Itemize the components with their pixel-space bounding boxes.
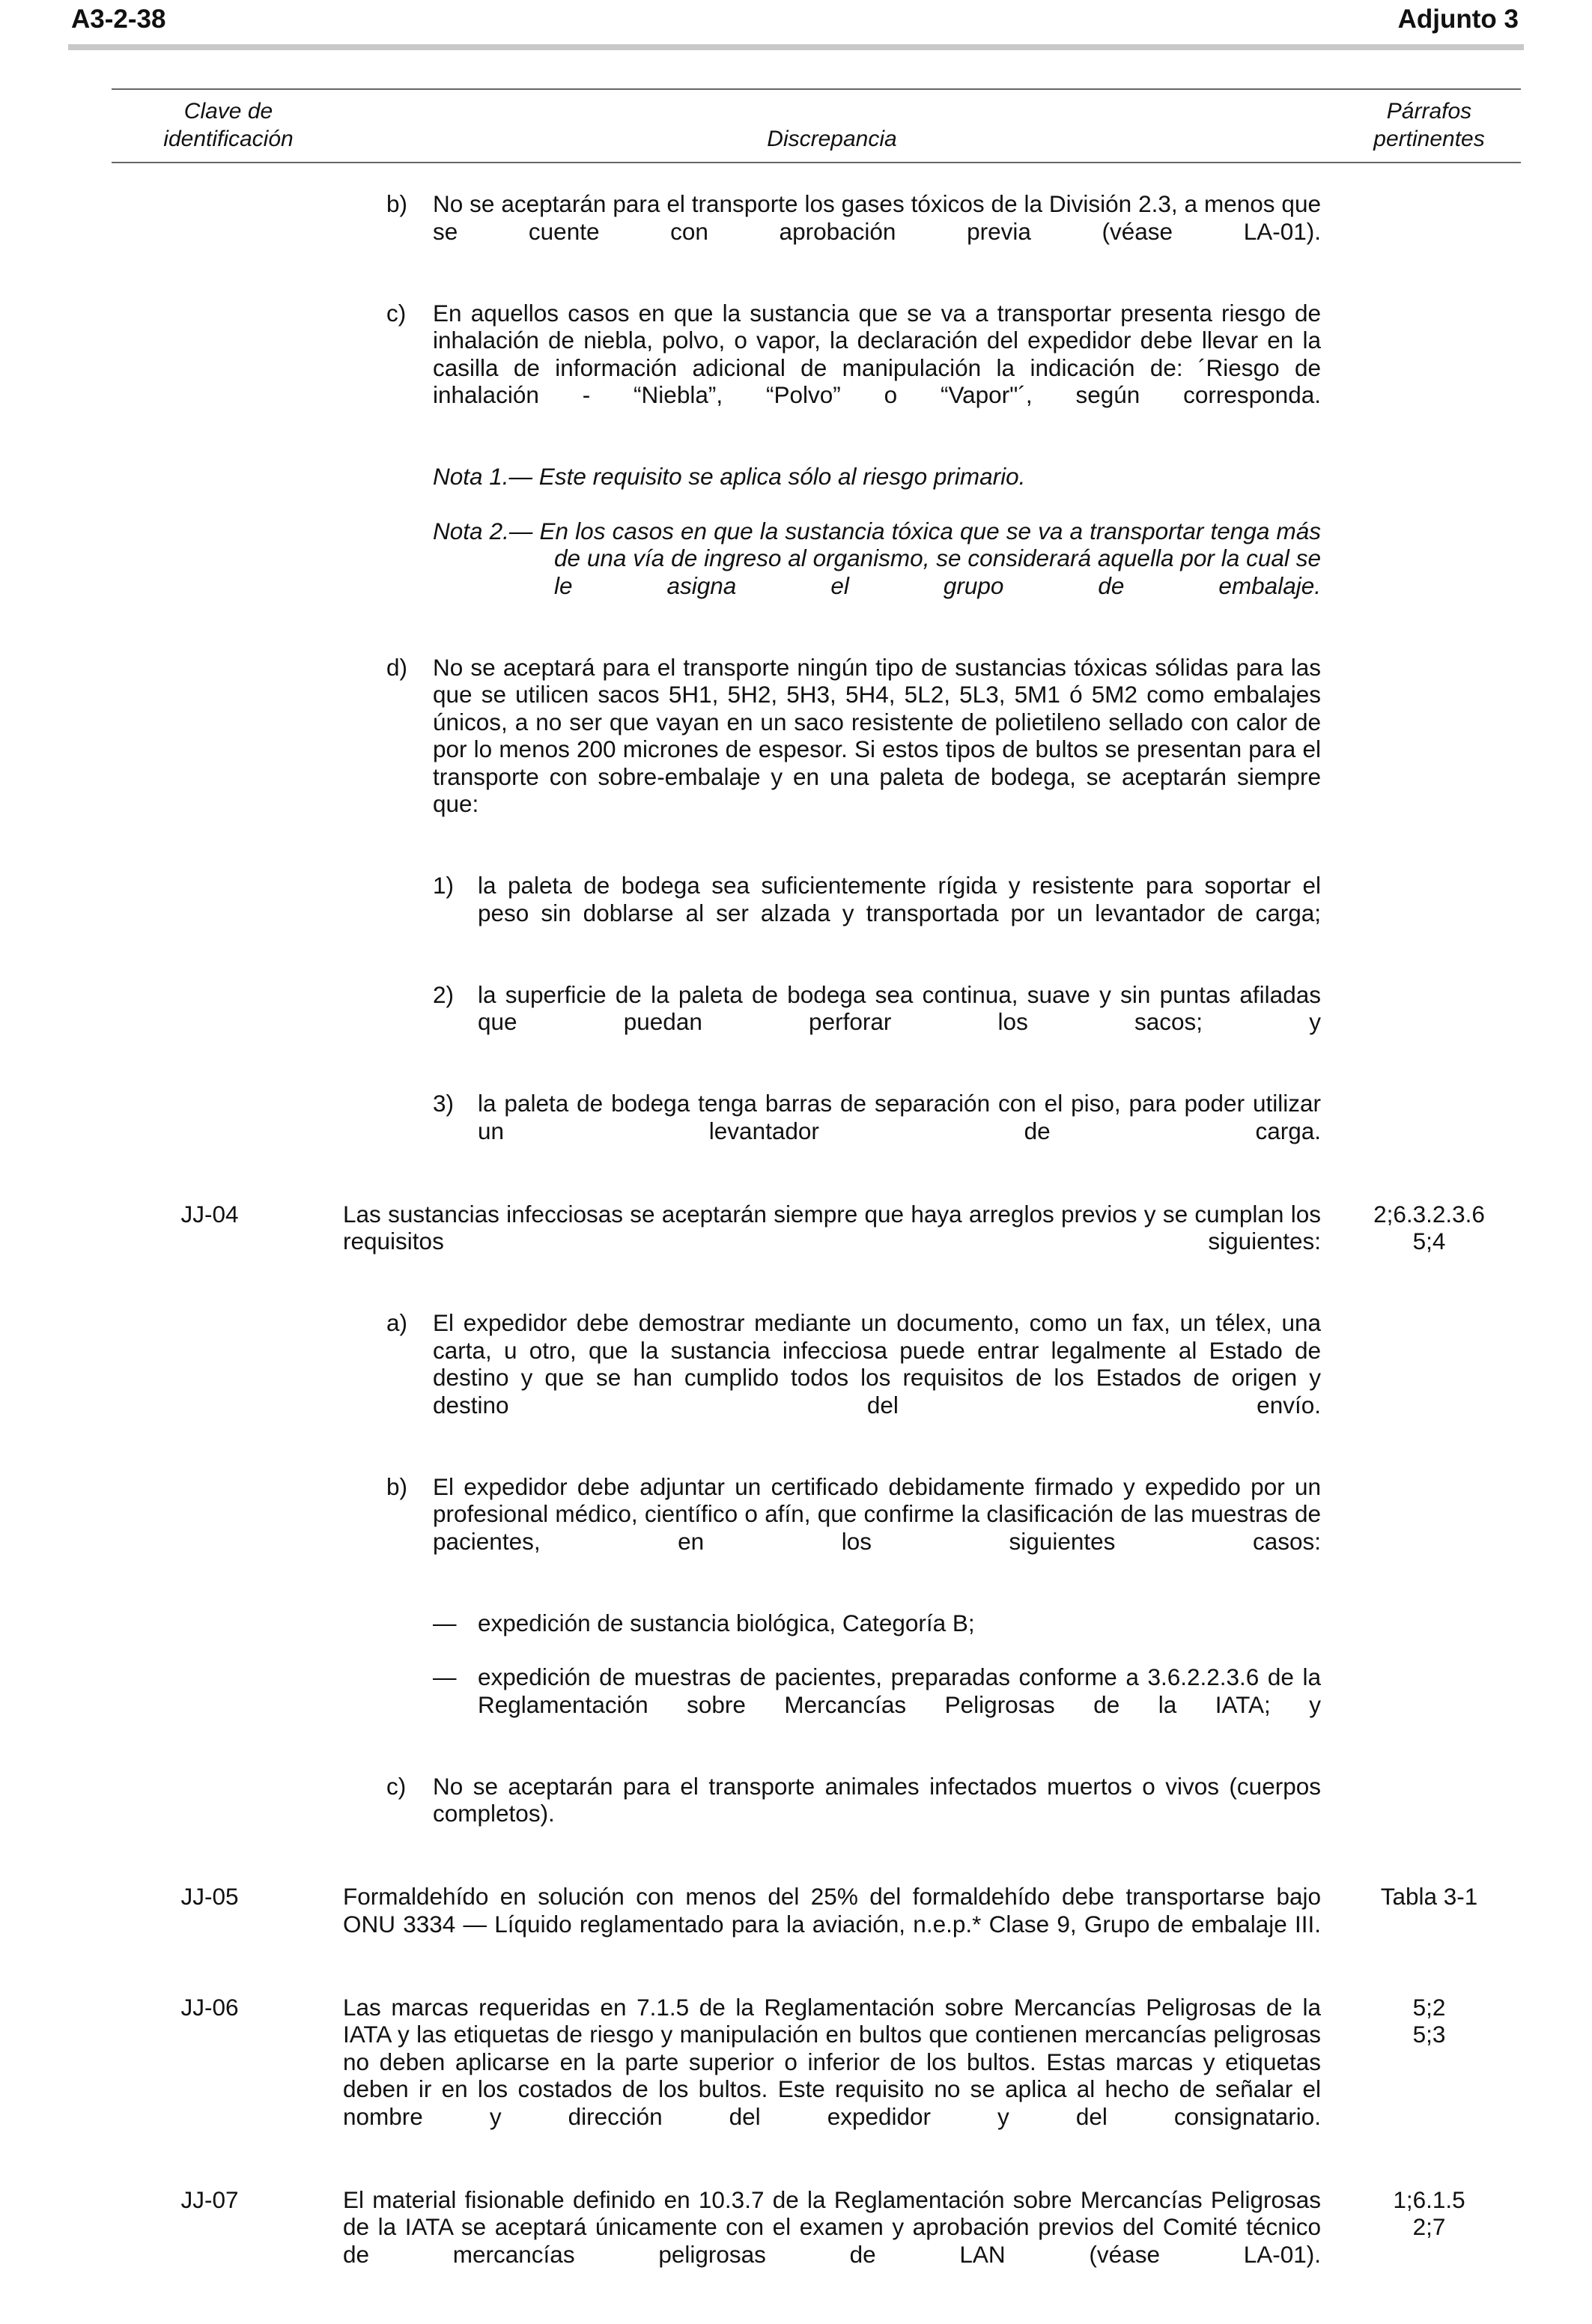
list-item	[386, 190, 1321, 273]
subitem-label: 3)	[433, 1090, 455, 1117]
table-top-rule	[112, 88, 1521, 90]
entry-refs: 2;6.3.2.3.6 5;4	[1373, 1200, 1485, 1254]
list-subitem	[433, 872, 1321, 954]
entry-jj-04	[0, 1201, 1592, 1855]
column-header-paragraphs: Párrafos pertinentes	[1373, 99, 1485, 151]
note: Nota 2.— En los casos en que la sustancia tóxica que se va a transportar tenga más de una vía de ingreso al organismo, se considerará aquella por la cual se le asigna el grupo de embalaje.	[433, 517, 1321, 599]
item-label: c)	[386, 1772, 407, 1800]
item-text: El expedidor debe adjuntar un certificado debidamente firmado y expedido por un profesional médico, científico o afín, que confirme la clasificación de las muestras de pacientes, en los siguientes casos:	[433, 1472, 1321, 1555]
subitem-text: la paleta de bodega tenga barras de separación con el piso, para poder utilizar un levantador de carga.	[478, 1090, 1321, 1144]
header-rule	[68, 44, 1524, 50]
column-header-discrepancy: Discrepancia	[767, 127, 897, 151]
list-item	[386, 299, 1321, 437]
subitem-label: —	[433, 1609, 457, 1636]
subitem-text: expedición de sustancia biológica, Categoría B;	[478, 1609, 975, 1636]
item-text: No se aceptarán para el transporte animales infectados muertos o vivos (cuerpos completos).	[433, 1772, 1321, 1827]
entry-key: JJ-04	[180, 1200, 239, 1228]
item-text: No se aceptarán para el transporte los gases tóxicos de la División 2.3, a menos que se cuente con aprobación previa (véase LA-01).	[433, 190, 1321, 245]
entry-refs: 5;2 5;3	[1412, 1993, 1446, 2048]
entry-text: Las marcas requeridas en 7.1.5 de la Reglamentación sobre Mercancías Peligrosas de la IATA y las etiquetas de riesgo y manipulación en bultos que contienen mercancías peligrosas no deben aplicarse en la parte superior o inferior de los bultos. Estas marcas y etiquetas deben ir en los costados de los bultos. Este requisito no se aplica al hecho de señalar el nombre y dirección del expedidor y del consignatario.	[343, 1993, 1321, 2130]
entry-jj-07	[0, 2186, 1592, 2296]
item-label: d)	[386, 653, 408, 681]
table-header-rule	[112, 162, 1521, 163]
table-body	[0, 190, 1592, 2324]
item-text: En aquellos casos en que la sustancia que se va a transportar presenta riesgo de inhalación de niebla, polvo, o vapor, la declaración del expedidor debe llevar en la casilla de información adicional de manipulación la indicación de: ´Riesgo de inhalación - “Niebla”, “Polvo” o “Vapor"´, según corresponda.	[433, 299, 1321, 408]
list-item	[386, 1309, 1321, 1446]
item-label: b)	[386, 1472, 408, 1500]
page-number: A3-2-38	[71, 4, 166, 34]
entry-refs: Tabla 3-1	[1380, 1883, 1478, 1910]
entry-continued	[0, 190, 1592, 1172]
entry-text: Las sustancias infecciosas se aceptarán siempre que haya arreglos previos y se cumplan los requisitos siguientes:	[343, 1200, 1321, 1254]
list-subitem	[433, 1090, 1321, 1172]
column-header-key: Clave de identificación	[163, 99, 294, 151]
note: Nota 1.— Este requisito se aplica sólo al riesgo primario.	[433, 463, 1026, 490]
list-subitem	[433, 1663, 1321, 1746]
subitem-text: la paleta de bodega sea suficientemente rígida y resistente para soportar el peso sin doblarse al ser alzada y transportada por un levantador de carga;	[478, 872, 1321, 926]
item-label: c)	[386, 299, 407, 327]
entry-text: El material fisionable definido en 10.3.7 de la Reglamentación sobre Mercancías Peligrosas de la IATA se aceptará únicamente con el examen y aprobación previos del Comité técnico de mercancías peligrosas de LAN (véase LA-01).	[343, 2185, 1321, 2268]
subitem-label: —	[433, 1663, 457, 1690]
entry-text: Formaldehído en solución con menos del 25% del formaldehído debe transportarse bajo ONU 3334 — Líquido reglamentado para la aviación, n.e.p.* Clase 9, Grupo de embalaje III.	[343, 1883, 1321, 1938]
entry-key: JJ-07	[180, 2185, 239, 2213]
list-item	[386, 653, 1321, 846]
entry-key: JJ-06	[180, 1993, 239, 2021]
attachment-title: Adjunto 3	[1397, 4, 1519, 34]
item-label: b)	[386, 190, 408, 217]
item-text: No se aceptará para el transporte ningún tipo de sustancias tóxicas sólidas para las que se utilicen sacos 5H1, 5H2, 5H3, 5H4, 5L2, 5L3, 5M1 ó 5M2 como embalajes únicos, a no ser que vayan en un saco resistente de polietileno sellado con calor de por lo menos 200 micrones de espesor. Si estos tipos de bultos se presentan para el transporte con sobre-embalaje y en una paleta de bodega, se aceptarán siempre que:	[433, 653, 1321, 817]
entry-key: JJ-05	[180, 1883, 239, 1910]
entry-refs: 1;6.1.5 2;7	[1393, 2185, 1465, 2240]
subitem-label: 2)	[433, 980, 455, 1008]
list-item	[386, 1472, 1321, 1583]
list-subitem	[433, 980, 1321, 1064]
list-item	[386, 1772, 1321, 1855]
subitem-text: la superficie de la paleta de bodega sea continua, suave y sin puntas afiladas que puedan perforar los sacos; y	[478, 980, 1321, 1035]
item-label: a)	[386, 1309, 408, 1336]
subitem-text: expedición de muestras de pacientes, preparadas conforme a 3.6.2.2.3.6 de la Reglamentación sobre Mercancías Peligrosas de la IATA; y	[478, 1663, 1321, 1718]
entry-jj-05	[0, 1883, 1592, 1965]
item-text: El expedidor debe demostrar mediante un documento, como un fax, un télex, una carta, u otro, que la sustancia infecciosa puede entrar legalmente al Estado de destino y que se han cumplido todos los requisitos de los Estados de origen y destino del envío.	[433, 1309, 1321, 1419]
subitem-label: 1)	[433, 872, 455, 899]
list-subitem	[433, 1609, 1321, 1637]
entry-jj-06	[0, 1994, 1592, 2158]
